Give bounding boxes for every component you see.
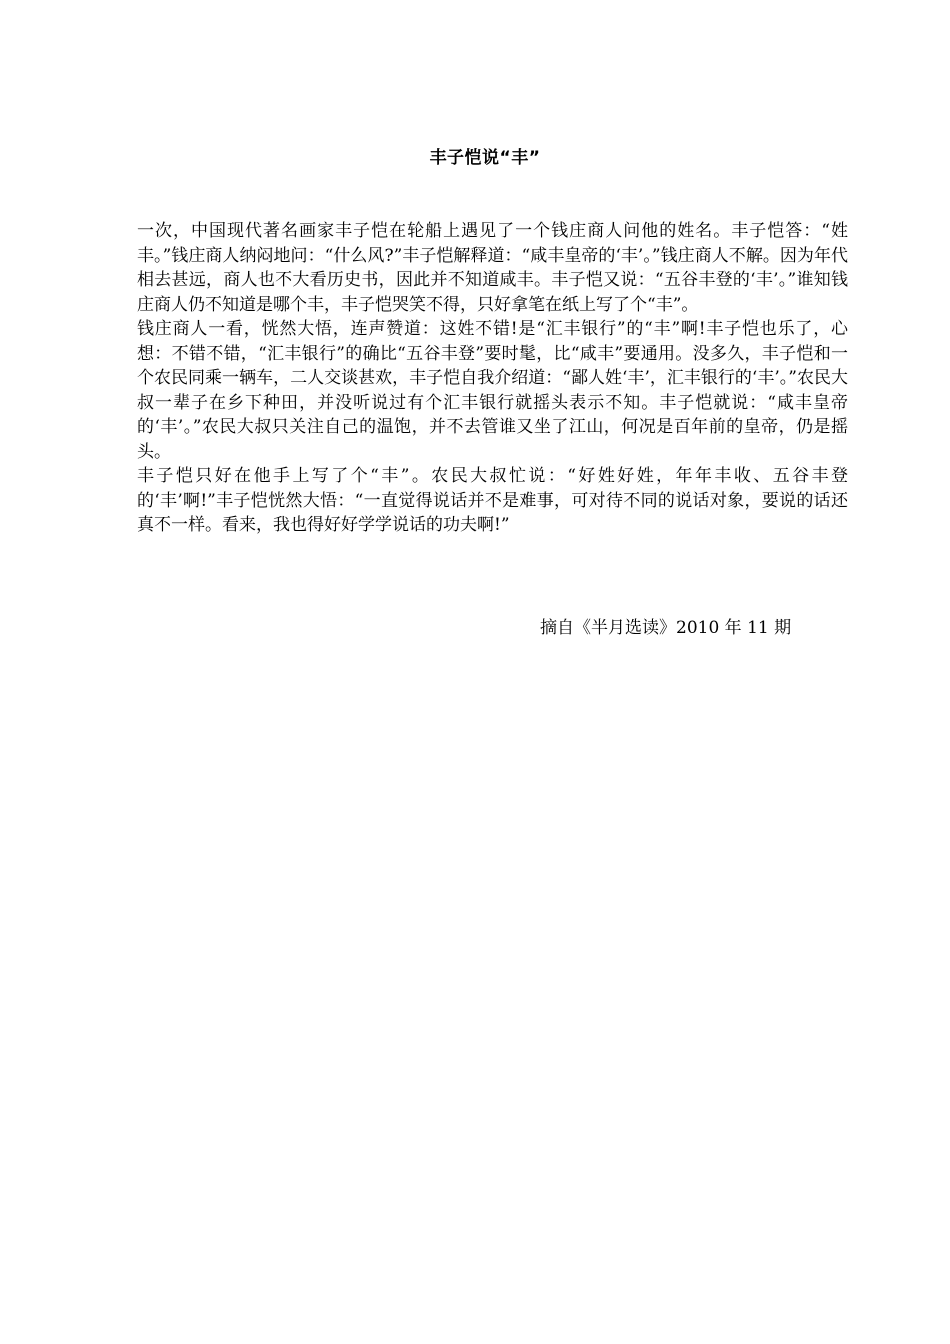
source-citation: 摘自《半月选读》2010 年 11 期 <box>540 618 792 638</box>
article-title: 丰子恺说“丰” <box>429 148 541 168</box>
paragraph-3: 丰子恺只好在他手上写了个“丰”。农民大叔忙说：“好姓好姓，年年丰收、五谷丰登的‘丰’啊!”丰子恺恍然大悟：“一直觉得说话并不是难事，可对待不同的说话对象，要说的话还真不一样。看来，我也得好好学学说话的功夫啊!” <box>137 466 848 535</box>
paragraph-2: 钱庄商人一看，恍然大悟，连声赞道：这姓不错!是“汇丰银行”的“丰”啊!丰子恺也乐了，心想：不错不错，“汇丰银行”的确比“五谷丰登”要时髦，比“咸丰”要通用。没多久，丰子恺和一个农民同乘一辆车，二人交谈甚欢，丰子恺自我介绍道：“鄙人姓‘丰’，汇丰银行的‘丰’。”农民大叔一辈子在乡下种田，并没听说过有个汇丰银行就摇头表示不知。丰子恺就说：“咸丰皇帝的‘丰’。”农民大叔只关注自己的温饱，并不去管谁又坐了江山，何况是百年前的皇帝，仍是摇头。 <box>137 319 848 462</box>
article-body <box>137 219 848 538</box>
paragraph-1: 一次，中国现代著名画家丰子恺在轮船上遇见了一个钱庄商人问他的姓名。丰子恺答：“姓丰。”钱庄商人纳闷地问：“什么风?”丰子恺解释道：“咸丰皇帝的‘丰’。”钱庄商人不解。因为年代相去甚远，商人也不大看历史书，因此并不知道咸丰。丰子恺又说：“五谷丰登的‘丰’。”谁知钱庄商人仍不知道是哪个丰，丰子恺哭笑不得，只好拿笔在纸上写了个“丰”。 <box>137 221 848 315</box>
